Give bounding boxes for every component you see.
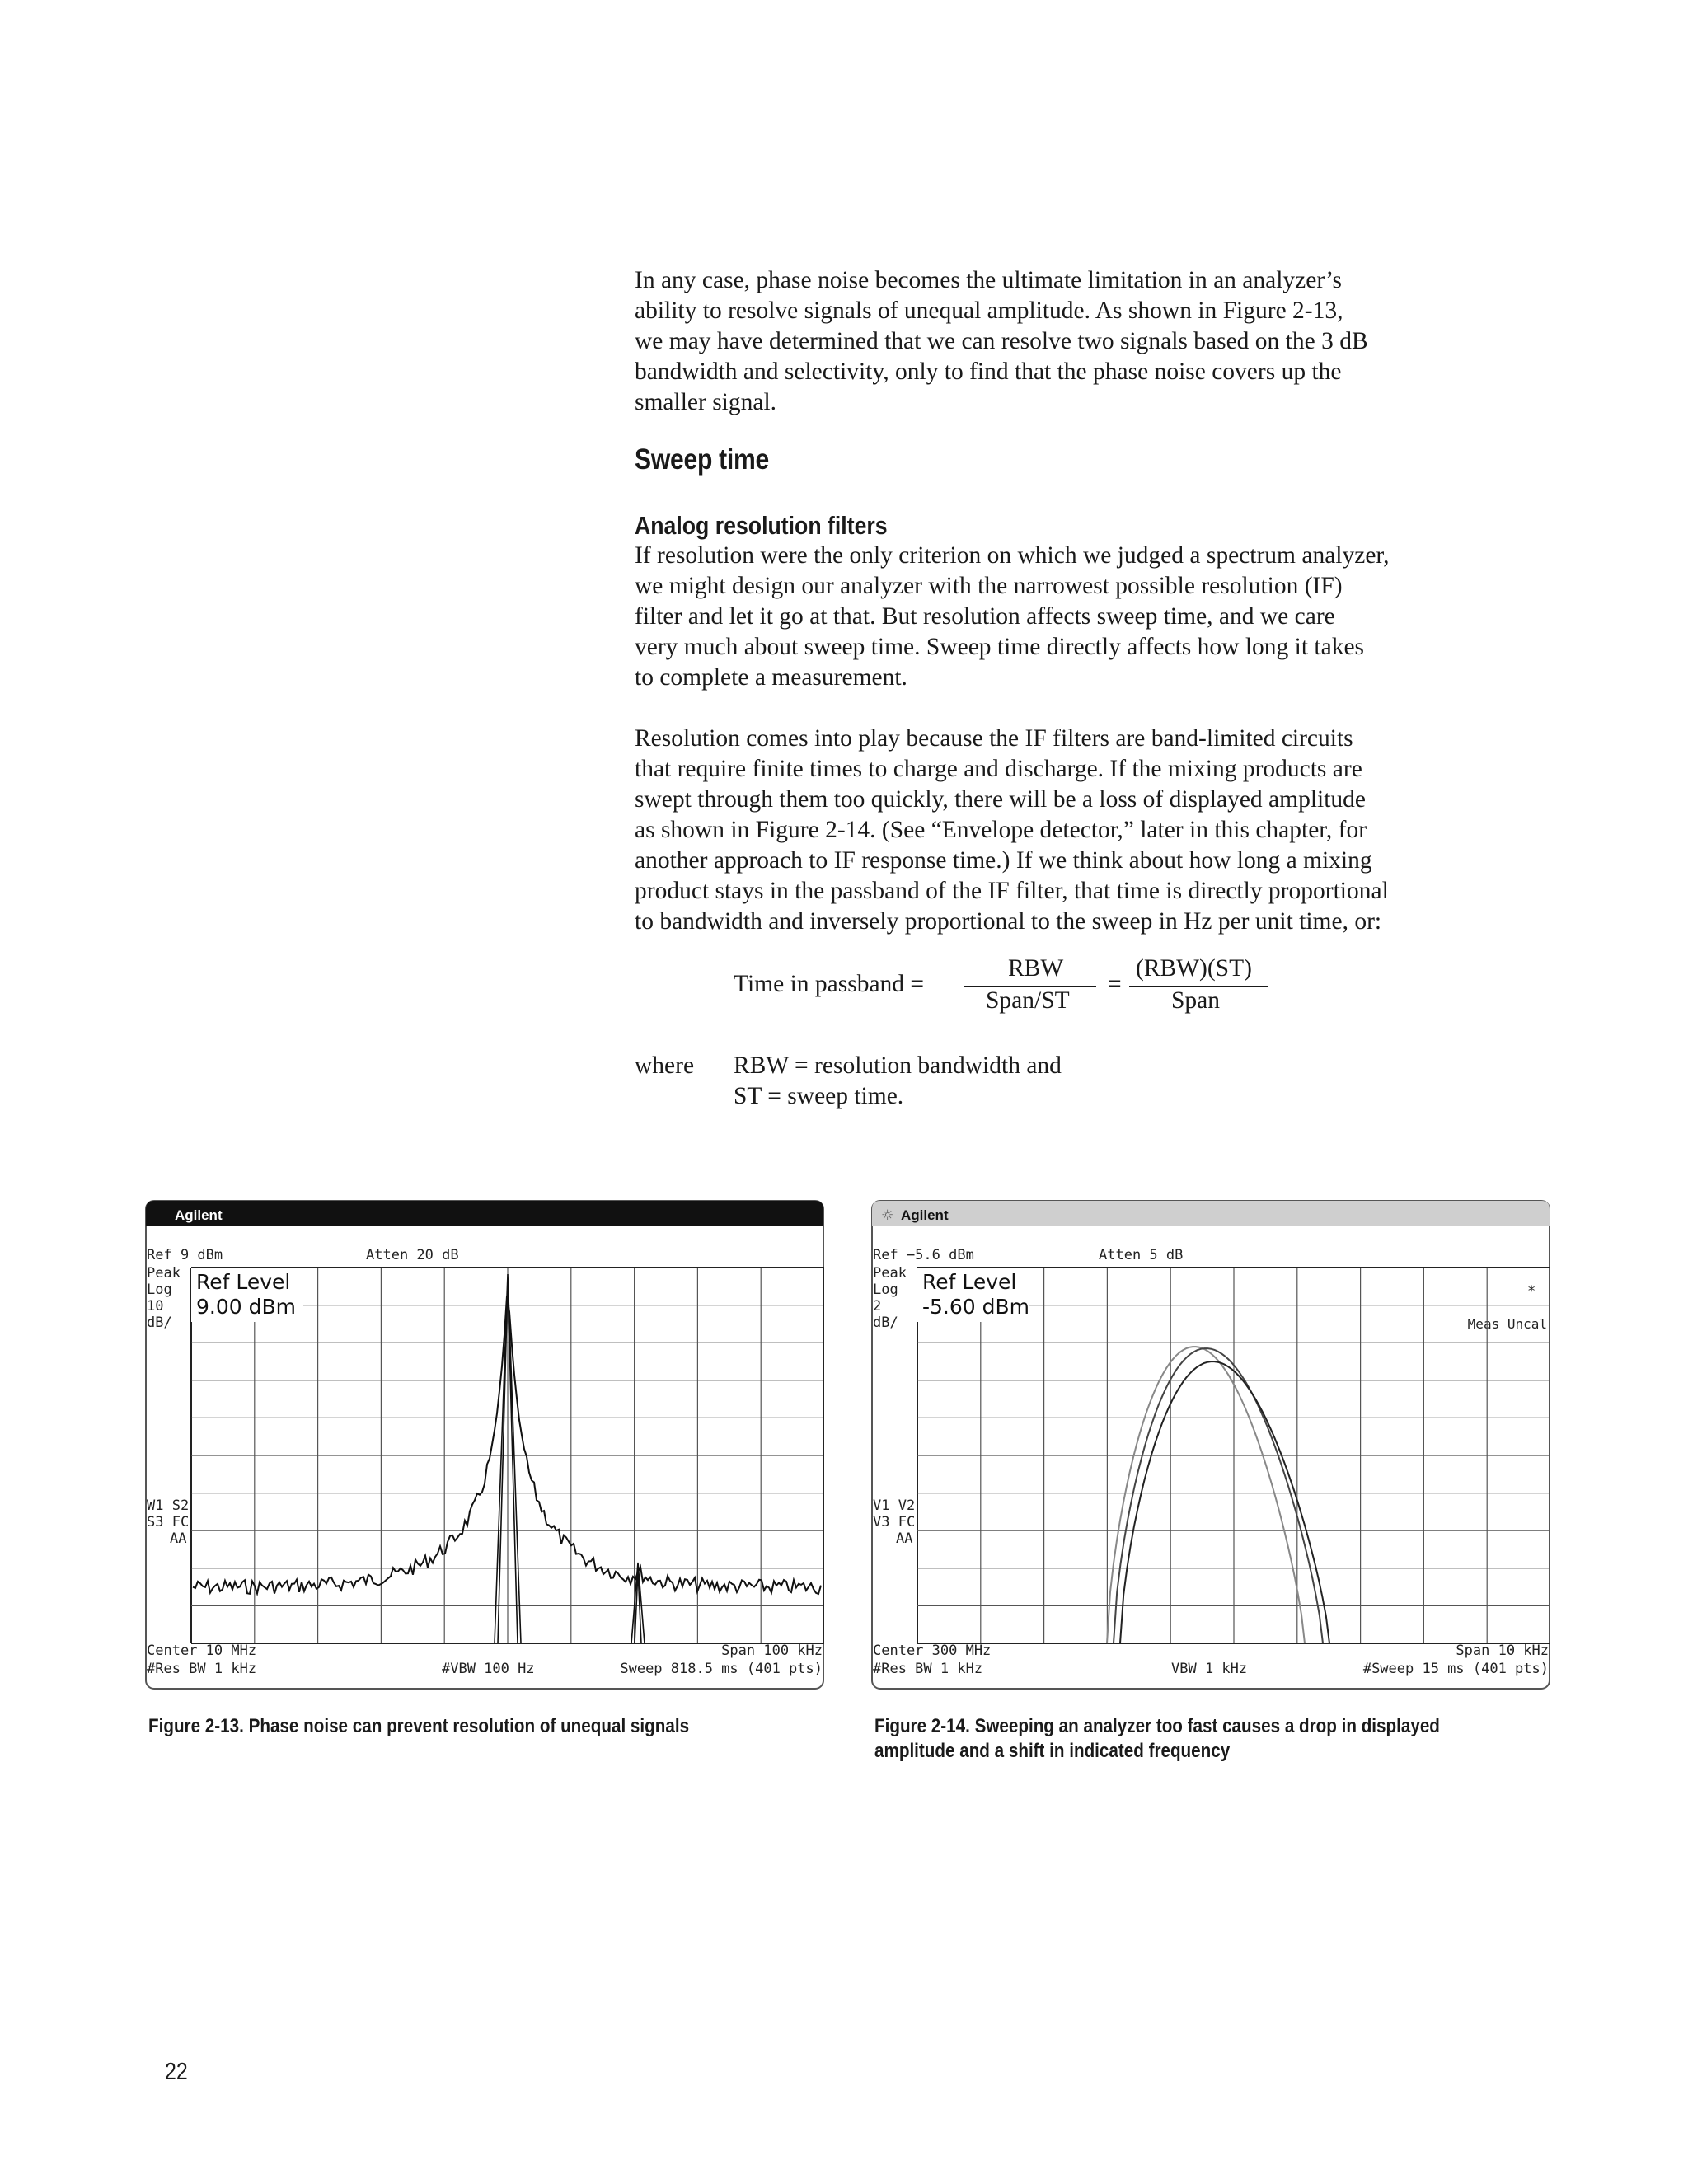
figure-2-13-caption: Figure 2-13. Phase noise can prevent resolution of unequal signals bbox=[148, 1715, 690, 1737]
where-label: where bbox=[635, 1052, 695, 1079]
title-bar bbox=[872, 1201, 1550, 1226]
figure-2-14-screen bbox=[871, 1200, 1550, 1690]
intro-paragraph: In any case, phase noise becomes the ultimate limitation in an analyzer’s ability to resolve signals of unequal amplitude. As shown in Figure 2-13, we may have determined that we can resolve two signals based on the 3 dB bandwidth and selectivity, only to find that the phase noise covers up the smaller signal. bbox=[635, 267, 1368, 415]
span-label: Span 10 kHz bbox=[1456, 1643, 1549, 1659]
equation-frac2-numerator: (RBW)(ST) bbox=[1136, 955, 1252, 982]
side-label-peak: Peak bbox=[147, 1265, 181, 1282]
equation-frac1-numerator: RBW bbox=[1008, 955, 1064, 982]
figure-2-14-svg bbox=[871, 1200, 1550, 1690]
marker-label-1: V1 V2 bbox=[873, 1497, 916, 1514]
equation-equals: = bbox=[1108, 971, 1122, 997]
subsection-heading: Analog resolution filters bbox=[635, 511, 888, 540]
marker-label-3: AA bbox=[896, 1530, 913, 1547]
atten-label: Atten 5 dB bbox=[1099, 1247, 1184, 1263]
where-line-1: RBW = resolution bandwidth and bbox=[734, 1052, 1062, 1079]
ref-level-title: Ref Level bbox=[196, 1270, 291, 1294]
span-label: Span 100 kHz bbox=[721, 1643, 823, 1659]
atten-label: Atten 20 dB bbox=[366, 1247, 459, 1263]
ref-level-value: -5.60 dBm bbox=[922, 1295, 1030, 1319]
marker-label-3: AA bbox=[170, 1530, 187, 1547]
paragraph-1: If resolution were the only criterion on which we judged a spectrum analyzer, we might design our analyzer with the narrowest possible resolution (IF) filter and let it go at that. But resolution affects sweep time, and we care very much about sweep time. Sweep time directly affects how long it takes to complete a measurement. bbox=[635, 542, 1390, 691]
brand-label: Agilent bbox=[901, 1207, 949, 1223]
figure-2-13-screen bbox=[145, 1200, 824, 1690]
brand-label: Agilent bbox=[175, 1207, 223, 1223]
sun-icon: ☼ bbox=[881, 1207, 894, 1224]
ref-level-value: 9.00 dBm bbox=[196, 1295, 296, 1319]
side-label-log: Log bbox=[147, 1282, 172, 1298]
marker-label-2: S3 FC bbox=[147, 1514, 190, 1530]
ref-label: Ref −5.6 dBm bbox=[873, 1247, 974, 1263]
figure-2-13-svg bbox=[145, 1200, 824, 1690]
res-bw-label: #Res BW 1 kHz bbox=[873, 1661, 983, 1677]
figure-2-14-caption: Figure 2-14. Sweeping an analyzer too fast causes a drop in displayed amplitude and a shift in indicated frequency bbox=[874, 1715, 1440, 1762]
side-label-scale: 10 bbox=[147, 1298, 164, 1315]
side-label-scale: 2 bbox=[873, 1298, 882, 1315]
vbw-label: #VBW 100 Hz bbox=[442, 1661, 535, 1677]
paragraph-2: Resolution comes into play because the IF filters are band-limited circuits that require finite times to charge and discharge. If the mixing products are swept through them too quickly, there will be a loss of displayed amplitude as shown in Figure 2-14. (See “Envelope detector,” later in this chapter, for another approach to IF response time.) If we think about how long a mixing product stays in the passband of the IF filter, that time is directly proportional to bandwidth and inversely proportional to the sweep in Hz per unit time, or: bbox=[635, 725, 1389, 935]
side-label-unit: dB/ bbox=[873, 1315, 898, 1331]
equation-lhs: Time in passband = bbox=[734, 971, 925, 997]
page-number: 22 bbox=[165, 2059, 188, 2085]
sweep-label: #Sweep 15 ms (401 pts) bbox=[1362, 1661, 1549, 1677]
side-label-unit: dB/ bbox=[147, 1315, 172, 1331]
meas-uncal-label: Meas Uncal bbox=[1467, 1316, 1547, 1332]
marker-label-2: V3 FC bbox=[873, 1514, 916, 1530]
section-heading: Sweep time bbox=[635, 443, 770, 476]
center-label: Center 10 MHz bbox=[147, 1643, 257, 1659]
equation-frac2-denominator: Span bbox=[1171, 987, 1220, 1014]
marker-label-1: W1 S2 bbox=[147, 1497, 190, 1514]
side-label-peak: Peak bbox=[873, 1265, 907, 1282]
side-label-log: Log bbox=[873, 1282, 898, 1298]
where-line-2: ST = sweep time. bbox=[734, 1083, 904, 1109]
vbw-label: VBW 1 kHz bbox=[1171, 1661, 1248, 1677]
title-bar bbox=[146, 1201, 823, 1226]
res-bw-label: #Res BW 1 kHz bbox=[147, 1661, 257, 1677]
ref-level-title: Ref Level bbox=[922, 1270, 1017, 1294]
sweep-label: Sweep 818.5 ms (401 pts) bbox=[620, 1661, 823, 1677]
center-label: Center 300 MHz bbox=[873, 1643, 992, 1659]
equation-frac1-denominator: Span/ST bbox=[986, 987, 1070, 1014]
ref-label: Ref 9 dBm bbox=[147, 1247, 223, 1263]
uncal-star: * bbox=[1527, 1283, 1536, 1300]
